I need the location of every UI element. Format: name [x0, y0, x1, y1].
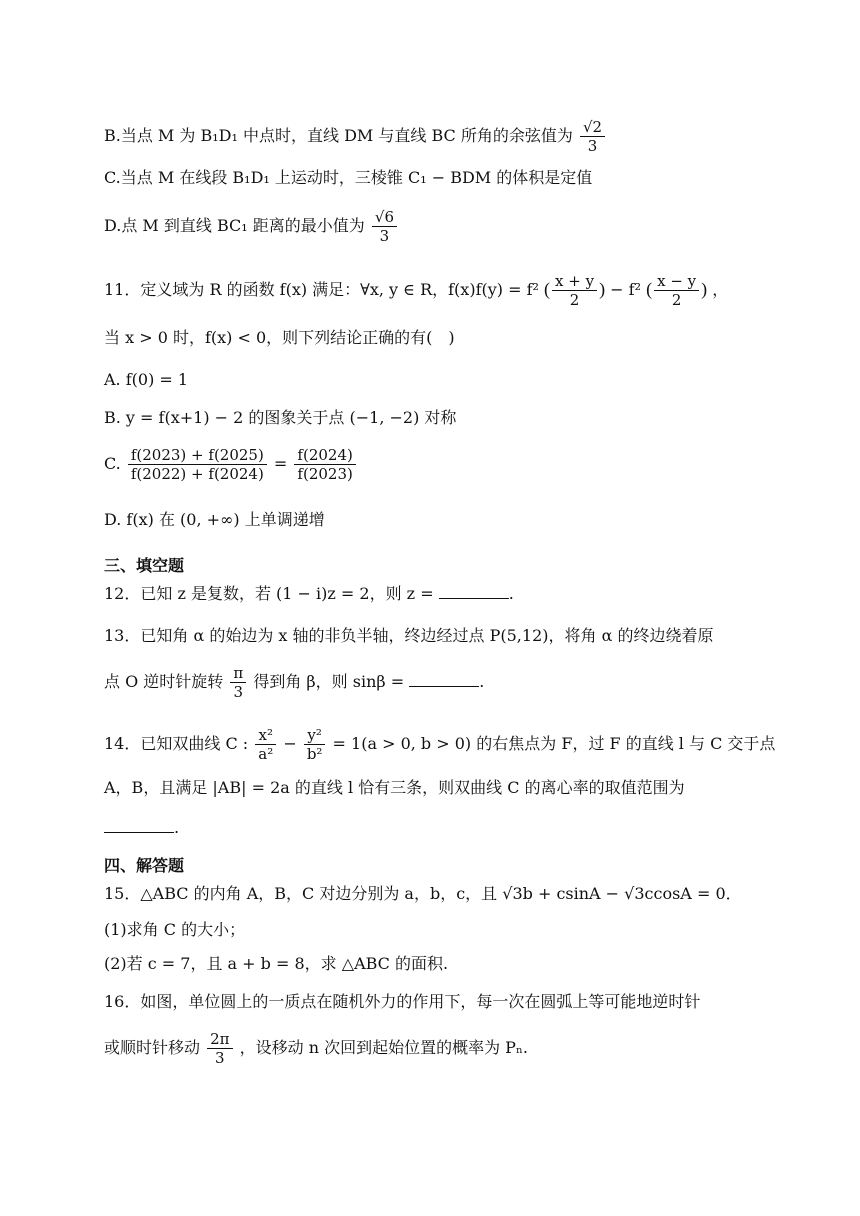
question-11-comma: ，	[712, 280, 729, 299]
question-11-minus: − f²	[610, 280, 641, 299]
fraction-denominator: 3	[379, 227, 390, 245]
question-11-fraction-1	[552, 272, 597, 309]
option-b-fraction	[580, 118, 605, 155]
section-3-heading: 三、填空题	[104, 556, 185, 575]
question-16-line-2	[104, 1030, 528, 1067]
question-13-fraction	[230, 664, 246, 701]
minus-sign: −	[283, 734, 297, 753]
question-13-line-2	[104, 664, 484, 701]
question-14-fraction-1	[255, 726, 276, 763]
fraction-numerator: √6	[372, 208, 397, 227]
fraction-denominator: f(2023)	[297, 465, 353, 483]
fraction-numerator: x + y	[552, 272, 597, 291]
question-16-text-2: ，设移动 n 次回到起始位置的概率为 Pₙ.	[239, 1038, 528, 1057]
option-b-line	[104, 118, 607, 155]
fraction-denominator: f(2022) + f(2024)	[130, 465, 264, 483]
option-11c-fraction-2	[294, 446, 355, 483]
option-11c	[104, 446, 358, 483]
question-14-fraction-2	[304, 726, 326, 763]
option-11d: D. f(x) 在 (0, +∞) 上单调递增	[104, 510, 325, 529]
option-d-line	[104, 208, 399, 245]
question-16-fraction	[207, 1030, 232, 1067]
option-11c-fraction-1	[128, 446, 267, 483]
paren-open: (	[544, 279, 551, 299]
fraction-numerator: x − y	[654, 272, 699, 291]
answer-blank	[409, 672, 479, 687]
paren-open: (	[646, 279, 653, 299]
question-14-line-1	[104, 726, 775, 763]
fraction-numerator: 2π	[207, 1030, 232, 1049]
answer-blank	[104, 818, 174, 833]
question-11-fraction-2	[654, 272, 699, 309]
question-14-stem: 14．已知双曲线 C :	[104, 734, 249, 753]
period: .	[174, 818, 180, 837]
paren-close: )	[701, 279, 708, 299]
question-15-part-1: (1)求角 C 的大小；	[104, 920, 246, 939]
question-12	[104, 582, 514, 606]
fraction-denominator: b²	[306, 745, 323, 763]
option-d-text: D.点 M 到直线 BC₁ 距离的最小值为	[104, 216, 365, 235]
fraction-denominator: 3	[233, 683, 244, 701]
equals-sign: =	[273, 454, 293, 473]
answer-blank	[439, 584, 509, 599]
option-b-text: B.当点 M 为 B₁D₁ 中点时，直线 DM 与直线 BC 所角的余弦值为	[104, 126, 573, 145]
question-13-line-1: 13．已知角 α 的始边为 x 轴的非负半轴，终边经过点 P(5,12)，将角 α 的终边绕着原	[104, 626, 714, 645]
fraction-numerator: f(2024)	[294, 446, 355, 465]
fraction-numerator: f(2023) + f(2025)	[128, 446, 267, 465]
question-16-line-1: 16．如图，单位圆上的一质点在随机外力的作用下，每一次在圆弧上等可能地逆时针	[104, 992, 701, 1011]
period: .	[508, 584, 514, 603]
question-15-part-2: (2)若 c = 7，且 a + b = 8，求 △ABC 的面积.	[104, 954, 449, 973]
fraction-denominator: 2	[671, 291, 682, 309]
fraction-numerator: √2	[580, 118, 605, 137]
fraction-denominator: a²	[258, 745, 274, 763]
fraction-denominator: 3	[587, 137, 598, 155]
option-11b: B. y = f(x+1) − 2 的图象关于点 (−1, −2) 对称	[104, 408, 457, 427]
question-16-text: 或顺时针移动	[104, 1038, 201, 1057]
question-14-line-3	[104, 816, 179, 840]
option-d-fraction	[372, 208, 397, 245]
question-13-text-2: 得到角 β，则 sinβ =	[253, 672, 405, 691]
fraction-denominator: 3	[215, 1049, 225, 1067]
paren-close: )	[599, 279, 606, 299]
question-11-stem: 11．定义域为 R 的函数 f(x) 满足：∀x, y ∈ R，f(x)f(y) = f²	[104, 280, 539, 299]
fraction-denominator: 2	[569, 291, 580, 309]
period: .	[479, 672, 485, 691]
question-11-line-2: 当 x > 0 时，f(x) < 0，则下列结论正确的有( )	[104, 328, 455, 347]
section-4-heading: 四、解答题	[104, 856, 185, 875]
question-14-line-2: A，B，且满足 |AB| = 2a 的直线 l 恰有三条，则双曲线 C 的离心率的取值范围为	[104, 778, 685, 797]
question-11-line-1	[104, 272, 728, 309]
question-15: 15．△ABC 的内角 A，B，C 对边分别为 a，b，c，且 √3b + csinA − √3ccosA = 0．	[104, 884, 742, 903]
question-13-text: 点 O 逆时针旋转	[104, 672, 224, 691]
question-14-text: = 1(a > 0, b > 0) 的右焦点为 F，过 F 的直线 l 与 C 交于点	[332, 734, 776, 753]
question-12-stem: 12．已知 z 是复数，若 (1 − i)z = 2，则 z =	[104, 584, 434, 603]
fraction-numerator: x²	[255, 726, 276, 745]
option-c-line: C.当点 M 在线段 B₁D₁ 上运动时，三棱锥 C₁ − BDM 的体积是定值	[104, 168, 593, 187]
option-11a: A. f(0) = 1	[104, 370, 189, 389]
fraction-numerator: π	[230, 664, 246, 683]
fraction-numerator: y²	[304, 726, 326, 745]
option-11c-label: C.	[104, 454, 121, 473]
